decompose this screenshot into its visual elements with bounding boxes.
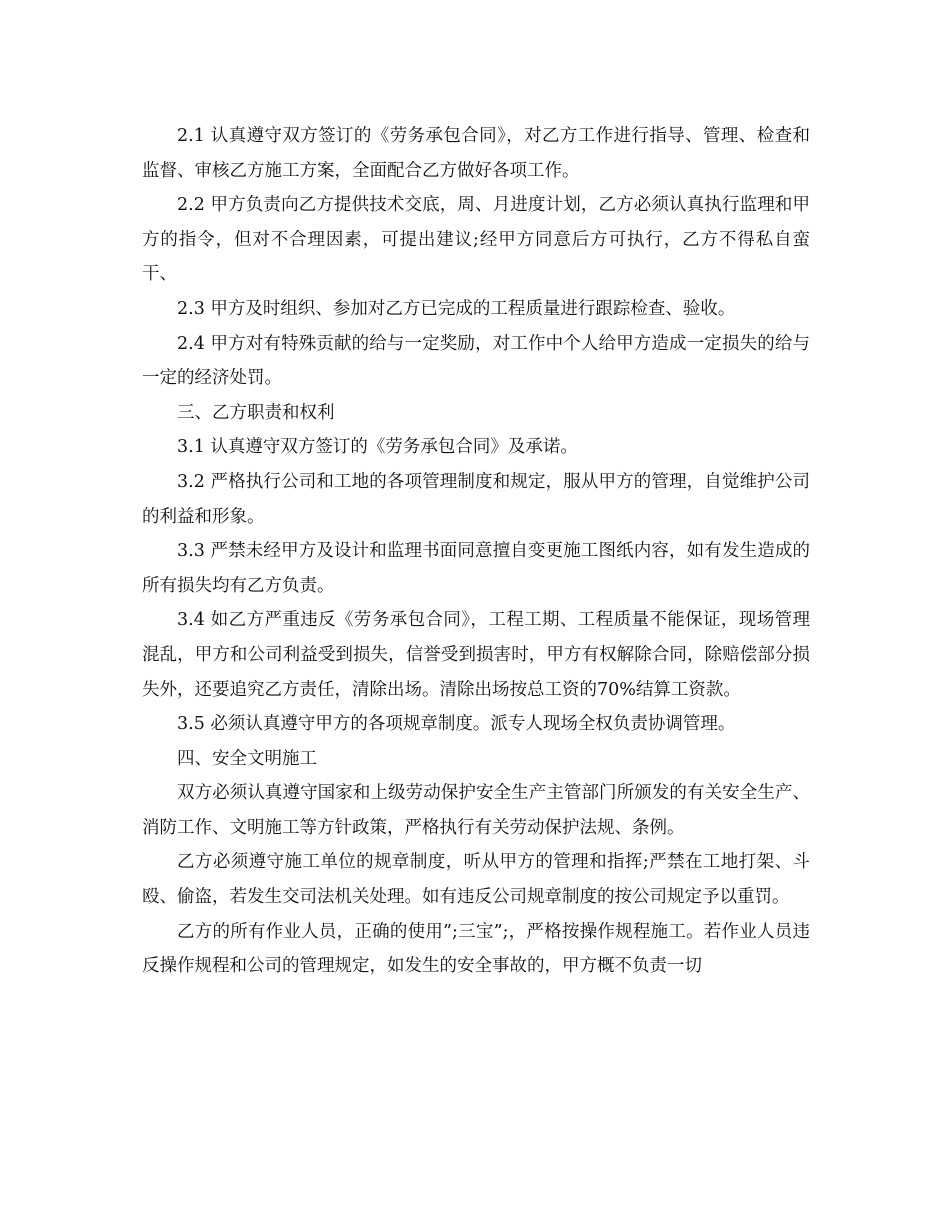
paragraph-2-1: 2.1 认真遵守双方签订的《劳务承包合同》，对乙方工作进行指导、管理、检查和监督、审核乙方施工方案，全面配合乙方做好各项工作。 bbox=[142, 126, 810, 181]
paragraph-safety-3: 乙方的所有作业人员，正确的使用”;三宝”;，严格按操作规程施工。若作业人员违反操作规程和公司的管理规定，如发生的安全事故的，甲方概不负责一切 bbox=[142, 921, 810, 977]
paragraph-3-4: 3.4 如乙方严重违反《劳务承包合同》，工程工期、工程质量不能保证，现场管理混乱，甲方和公司利益受到损失，信誉受到损害时，甲方有权解除合同，除赔偿部分损失外，还要追究乙方责任，清除出场。清除出场按总工资的70%结算工资款。 bbox=[142, 610, 810, 700]
section-heading-4: 四、安全文明施工 bbox=[177, 748, 317, 769]
paragraph-3-3: 3.3 严禁未经甲方及设计和监理书面同意擅自变更施工图纸内容，如有发生造成的所有损失均有乙方负责。 bbox=[142, 541, 810, 596]
document-body bbox=[142, 119, 810, 984]
section-heading-3: 三、乙方职责和权利 bbox=[177, 402, 335, 423]
paragraph-2-2: 2.2 甲方负责向乙方提供技术交底，周、月进度计划，乙方必须认真执行监理和甲方的指令，但对不合理因素，可提出建议;经甲方同意后方可执行，乙方不得私自蛮干、 bbox=[142, 195, 810, 285]
paragraph-2-4: 2.4 甲方对有特殊贡献的给与一定奖励，对工作中个人给甲方造成一定损失的给与一定的经济处罚。 bbox=[142, 333, 810, 389]
paragraph-2-3: 2.3 甲方及时组织、参加对乙方已完成的工程质量进行跟踪检查、验收。 bbox=[177, 298, 736, 319]
paragraph-3-2: 3.2 严格执行公司和工地的各项管理制度和规定，服从甲方的管理，自觉维护公司的利益和形象。 bbox=[142, 471, 810, 527]
paragraph-safety-2: 乙方必须遵守施工单位的规章制度，听从甲方的管理和指挥;严禁在工地打架、斗殴、偷盗，若发生交司法机关处理。如有违反公司规章制度的按公司规定予以重罚。 bbox=[142, 852, 810, 908]
paragraph-safety-1: 双方必须认真遵守国家和上级劳动保护安全生产主管部门所颁发的有关安全生产、消防工作、文明施工等方针政策，严格执行有关劳动保护法规、条例。 bbox=[142, 783, 810, 838]
paragraph-3-5: 3.5 必须认真遵守甲方的各项规章制度。派专人现场全权负责协调管理。 bbox=[177, 714, 736, 735]
paragraph-3-1: 3.1 认真遵守双方签订的《劳务承包合同》及承诺。 bbox=[177, 437, 578, 458]
